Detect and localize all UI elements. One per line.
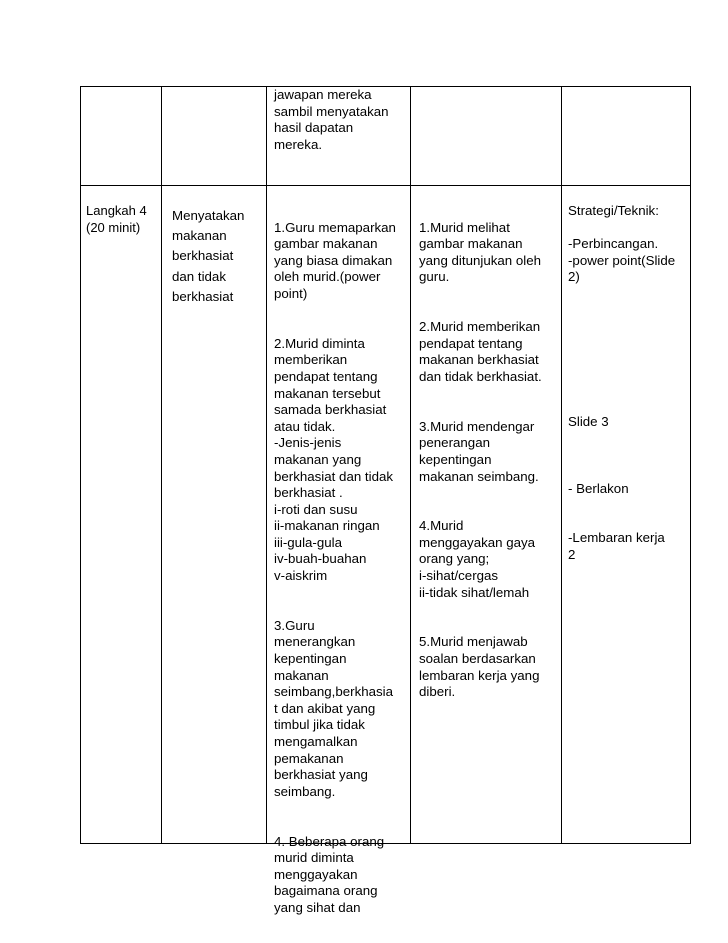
langkah-cell: Langkah 4 (20 minit) xyxy=(86,203,147,235)
column-border-1 xyxy=(80,86,81,844)
column-border-6 xyxy=(690,86,691,844)
activity-continuation-text: jawapan mereka sambil menyatakan hasil dapatan mereka. xyxy=(274,87,389,152)
strategi-heading: Strategi/Teknik: xyxy=(568,203,659,218)
column-border-3 xyxy=(266,86,267,844)
murid-step-3: 3.Murid mendengar penerangan kepentingan makanan seimbang. xyxy=(419,418,539,484)
isi-kandungan-cell: Menyatakan makanan berkhasiat dan tidak berkhasiat xyxy=(172,208,245,304)
strategi-lembaran-kerja: -Lembaran kerja 2 xyxy=(568,530,665,562)
strategi-berlakon: - Berlakon xyxy=(568,481,629,496)
murid-step-5: 5.Murid menjawab soalan berdasarkan lembaran kerja yang diberi. xyxy=(419,634,540,700)
column-border-5 xyxy=(561,86,562,844)
guru-step-4: 4. Beberapa orang murid diminta menggayakan bagaimana orang yang sihat dan xyxy=(274,833,385,915)
strategi-slide-3: Slide 3 xyxy=(568,414,609,429)
aktiviti-guru-cell xyxy=(274,203,409,933)
column-border-2 xyxy=(161,86,162,844)
guru-step-2: 2.Murid diminta memberikan pendapat tentang makanan tersebut samada berkhasiat atau tidak. -Jenis-jenis makanan yang berkhasiat dan tidak berkhasiat . i-roti dan susu ii-makanan ringan iii-gula-gula iv-buah-buahan v-aiskrim xyxy=(274,335,394,584)
murid-step-4: 4.Murid menggayakan gaya orang yang; i-sihat/cergas ii-tidak sihat/lemah xyxy=(419,518,536,600)
aktiviti-murid-cell xyxy=(419,203,560,717)
murid-step-2: 2.Murid memberikan pendapat tentang makanan berkhasiat dan tidak berkhasiat. xyxy=(419,319,542,384)
row-divider xyxy=(80,185,691,186)
guru-step-1: 1.Guru memaparkan gambar makanan yang biasa dimakan oleh murid.(power point) xyxy=(274,219,396,301)
column-border-4 xyxy=(410,86,411,844)
murid-step-1: 1.Murid melihat gambar makanan yang ditunjukan oleh guru. xyxy=(419,219,541,285)
guru-step-3: 3.Guru menerangkan kepentingan makanan seimbang,berkhasia t dan akibat yang timbul jika tidak mengamalkan pemakanan berkhasiat yang seimbang. xyxy=(274,617,394,799)
strategi-items: -Perbincangan. -power point(Slide 2) xyxy=(568,236,676,285)
